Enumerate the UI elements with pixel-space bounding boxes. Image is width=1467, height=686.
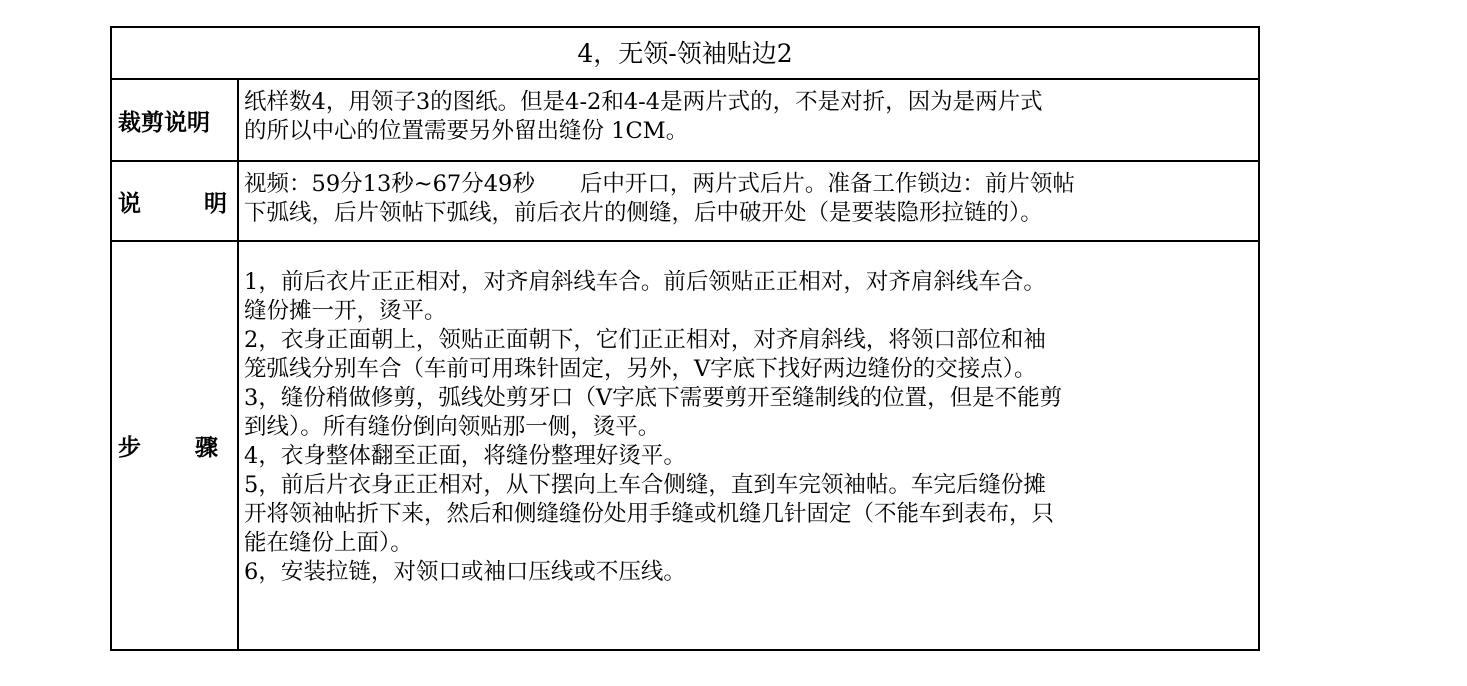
table-title — [112, 28, 1258, 80]
table-row-notes — [112, 162, 1258, 242]
table-row-cutting — [112, 80, 1258, 162]
content-line: 笼弧线分别车合（车前可用珠针固定，另外，V字底下找好两边缝份的交接点）。 — [244, 356, 1037, 382]
row-label-notes-char-2: 明 — [204, 190, 227, 217]
content-line: 下弧线，后片领帖下弧线，前后衣片的侧缝，后中破开处（是要装隐形拉链的）。 — [244, 200, 1043, 226]
content-line: 3，缝份稍做修剪，弧线处剪牙口（V字底下需要剪开至缝制线的位置，但是不能剪 — [244, 385, 1063, 411]
content-line: 2，衣身正面朝上，领贴正面朝下，它们正正相对，对齐肩斜线，将领口部位和袖 — [244, 327, 1046, 353]
row-label-steps-char-1: 步 — [118, 435, 141, 461]
content-line: 4，衣身整体翻至正面，将缝份整理好烫平。 — [244, 443, 686, 469]
content-line: 的所以中心的位置需要另外留出缝份 1CM。 — [244, 118, 689, 144]
content-line: 1，前后衣片正正相对，对齐肩斜线车合。前后领贴正正相对，对齐肩斜线车合。 — [244, 269, 1046, 295]
row-label-cutting-text: 裁剪说明 — [118, 109, 210, 136]
content-line: 到线）。所有缝份倒向领贴那一侧，烫平。 — [244, 414, 661, 440]
table-row-steps — [112, 242, 1258, 649]
row-label-notes — [112, 162, 239, 240]
row-label-cutting — [112, 80, 239, 160]
row-content-cutting — [239, 80, 1258, 160]
instruction-table — [110, 26, 1260, 651]
content-line: 6，安装拉链，对领口或袖口压线或不压线。 — [244, 559, 686, 585]
row-content-notes — [239, 162, 1258, 240]
row-label-steps-char-2: 骤 — [195, 435, 218, 461]
row-label-steps — [112, 242, 239, 649]
content-line: 缝份摊一开，烫平。 — [244, 298, 447, 324]
content-line: 开将领袖帖折下来，然后和侧缝缝份处用手缝或机缝几针固定（不能车到表布，只 — [244, 501, 1055, 527]
content-line: 能在缝份上面）。 — [244, 530, 413, 556]
content-line: 纸样数4，用领子3的图纸。但是4-2和4-4是两片式的，不是对折，因为是两片式 — [244, 89, 1043, 115]
content-line: 5，前后片衣身正正相对，从下摆向上车合侧缝，直到车完领袖帖。车完后缝份摊 — [244, 472, 1046, 498]
table-title-text: 4，无领-领袖贴边2 — [577, 38, 793, 68]
row-label-notes-char-1: 说 — [118, 190, 141, 217]
row-content-steps — [239, 242, 1258, 649]
content-line: 视频：59分13秒~67分49秒 后中开口，两片式后片。准备工作锁边：前片领帖 — [244, 171, 1075, 197]
